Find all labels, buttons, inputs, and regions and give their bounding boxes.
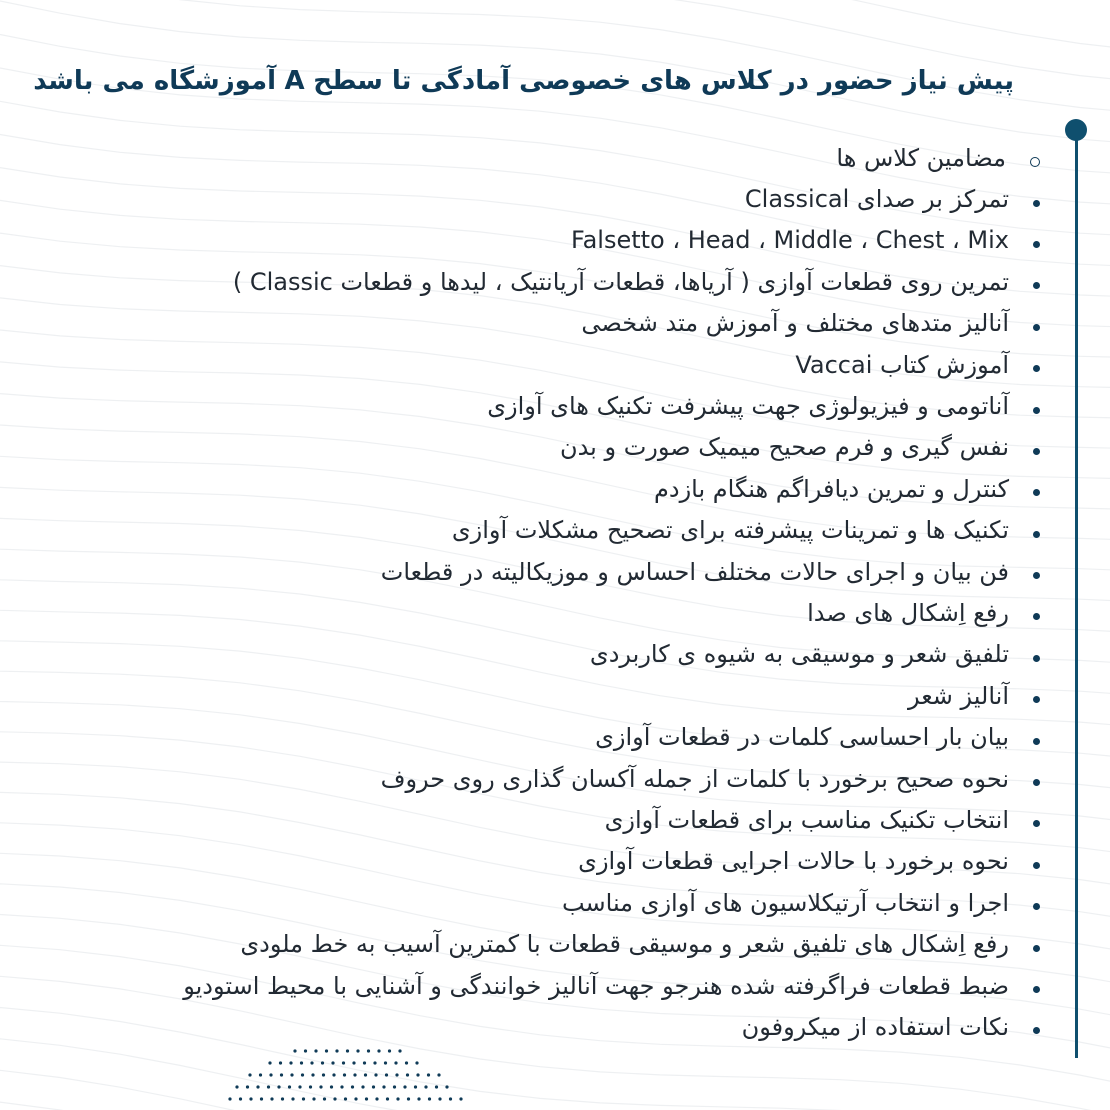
bullet-icon [1033,903,1040,910]
list-item-text: بیان بار احساسی کلمات در قطعات آوازی [595,723,1009,752]
list-item [40,303,1040,344]
list-item-text: کنترل و تمرین دیافراگم هنگام بازدم [654,474,1009,503]
decorative-dot [459,1097,462,1100]
decorative-dot [228,1097,231,1100]
decorative-dot [382,1085,385,1088]
decorative-dot [403,1085,406,1088]
decorative-dot [239,1097,242,1100]
background-wave-line [0,1102,1110,1110]
list-item [40,1006,1040,1047]
decorative-dot [356,1049,359,1052]
background-wave-line [0,0,1110,50]
decorative-dot [340,1085,343,1088]
decorative-dot [344,1097,347,1100]
bullet-icon [1033,531,1040,538]
decorative-dot [332,1073,335,1076]
list-item-text: ضبط قطعات فراگرفته شده هنرجو جهت آنالیز خوانندگی و آشنایی با محیط استودیو [183,971,1009,1000]
list-item-text: نفس گیری و فرم صحیح میمیک صورت و بدن [559,433,1009,462]
list-item-text: آناتومی و فیزیولوژی جهت پیشرفت تکنیک های آوازی [487,392,1009,421]
decorative-dot [365,1097,368,1100]
decorative-dot [343,1073,346,1076]
bullet-icon [1033,448,1040,455]
decorative-dot [277,1085,280,1088]
decorative-dot [304,1049,307,1052]
bullet-icon [1033,738,1040,745]
decorative-dot [374,1073,377,1076]
decorative-dot [267,1085,270,1088]
decorative-dot [289,1061,292,1064]
bullet-icon [1033,986,1040,993]
decorative-dot [354,1097,357,1100]
list-item [40,965,1040,1006]
decorative-dot [407,1097,410,1100]
decorative-dot [335,1049,338,1052]
decorative-dot [256,1085,259,1088]
decorative-dot [395,1073,398,1076]
list-item-text: اجرا و انتخاب آرتیکلاسیون های آوازی مناسب [561,888,1009,917]
decorative-dot [268,1061,271,1064]
decorative-dot [363,1061,366,1064]
timeline-dot [1065,119,1087,141]
decorative-dot [246,1085,249,1088]
bullet-icon [1033,655,1040,662]
decorative-dot [361,1085,364,1088]
decorative-dot [353,1073,356,1076]
bullet-icon [1033,489,1040,496]
list-item [40,468,1040,509]
list-item [40,758,1040,799]
decorative-dot [405,1061,408,1064]
bullet-icon [1033,365,1040,372]
list-item-text: مضامین کلاس ها [836,143,1006,172]
bullet-icon [1033,572,1040,579]
decorative-dot [367,1049,370,1052]
timeline-line [1075,132,1078,1058]
decorative-dot [291,1097,294,1100]
list-item [40,882,1040,923]
decorative-dot [322,1073,325,1076]
decorative-dot [333,1097,336,1100]
decorative-dot [281,1097,284,1100]
decorative-dot [351,1085,354,1088]
decorative-dot [260,1097,263,1100]
bullet-icon [1033,862,1040,869]
list-item [40,551,1040,592]
list-item-text: تلفیق شعر و موسیقی به شیوه ی کاربردی [589,640,1009,669]
list-item-text: آنالیز متدهای مختلف و آموزش متد شخصی [581,309,1009,338]
decorative-dot [414,1085,417,1088]
decorative-dot [424,1085,427,1088]
list-item [40,841,1040,882]
bullet-icon [1033,820,1040,827]
list-item-text: نحوه صحیح برخورد با کلمات از جمله آکسان گذاری روی حروف [380,764,1009,793]
bullet-icon [1033,779,1040,786]
list-item [40,137,1040,178]
list-item [40,261,1040,302]
list-item [40,427,1040,468]
decorative-dot [394,1061,397,1064]
decorative-dot [375,1097,378,1100]
decorative-dot [330,1085,333,1088]
decorative-dot [415,1061,418,1064]
decorative-dot [259,1073,262,1076]
decorative-dot [302,1097,305,1100]
bullet-icon [1033,945,1040,952]
bullet-icon [1033,696,1040,703]
decorative-dot [449,1097,452,1100]
decorative-dot [279,1061,282,1064]
list-item-text: نکات استفاده از میکروفون [741,1012,1009,1041]
decorative-dot [290,1073,293,1076]
list-item [40,510,1040,551]
page-title: پیش نیاز حضور در کلاس های خصوصی آمادگی تا سطح A آموزشگاه می باشد [33,66,1014,96]
bullet-icon [1033,241,1040,248]
list-item [40,634,1040,675]
decorative-dot [235,1085,238,1088]
decorative-dot [352,1061,355,1064]
decorative-dot [417,1097,420,1100]
hollow-bullet-icon [1030,157,1040,167]
list-item-text: انتخاب تکنیک مناسب برای قطعات آوازی [604,805,1009,834]
decorative-dot [301,1073,304,1076]
decorative-dot [396,1097,399,1100]
decorative-dot [298,1085,301,1088]
list-item-text: تمرکز بر صدای Classical [744,185,1009,214]
list-item-text: Falsetto ، Head ، Middle ، Chest ، Mix [570,226,1009,255]
list-item-text: رفع اِشکال های تلفیق شعر و موسیقی قطعات با کمترین آسیب به خط ملودی [240,930,1009,959]
list-item [40,675,1040,716]
bullet-icon [1033,1027,1040,1034]
decorative-dot [437,1073,440,1076]
list-item-text: آموزش کتاب Vaccai [795,350,1009,379]
list-item-text: آنالیز شعر [907,681,1009,710]
topics-list [40,137,1040,1048]
decorative-dot [393,1085,396,1088]
decorative-dot [445,1085,448,1088]
background-wave-line [0,1070,1110,1110]
list-item-text: نحوه برخورد با حالات اجرایی قطعات آوازی [578,847,1009,876]
decorative-dot [427,1073,430,1076]
list-item [40,344,1040,385]
decorative-dot [310,1061,313,1064]
decorative-dot [325,1049,328,1052]
decorative-dot [364,1073,367,1076]
decorative-dot [300,1061,303,1064]
decorative-dot [314,1049,317,1052]
decorative-dot [388,1049,391,1052]
decorative-dot [342,1061,345,1064]
list-item-text: تمرین روی قطعات آوازی ( آریاها، قطعات آریانتیک ، لیدها و قطعات Classic ) [232,267,1009,296]
decorative-dot [384,1061,387,1064]
decorative-dot [312,1097,315,1100]
bullet-icon [1033,282,1040,289]
decorative-dot [280,1073,283,1076]
decorative-dot [346,1049,349,1052]
decorative-dot [309,1085,312,1088]
decorative-dot [438,1097,441,1100]
decorative-dot [269,1073,272,1076]
decorative-dot [416,1073,419,1076]
decorative-dot [321,1061,324,1064]
decorative-dot [288,1085,291,1088]
decorative-dot [293,1049,296,1052]
list-item [40,178,1040,219]
decorative-dot [270,1097,273,1100]
decorative-dot [428,1097,431,1100]
decorative-dot [311,1073,314,1076]
list-item [40,923,1040,964]
decorative-dot [377,1049,380,1052]
decorative-dot [406,1073,409,1076]
bullet-icon [1033,407,1040,414]
decorative-dot [386,1097,389,1100]
decorative-dot [249,1097,252,1100]
decorative-dot [373,1061,376,1064]
decorative-dot-grid [225,1045,475,1105]
bullet-icon [1033,324,1040,331]
decorative-dot [385,1073,388,1076]
list-item [40,220,1040,261]
decorative-dot [398,1049,401,1052]
decorative-dot [323,1097,326,1100]
decorative-dot [248,1073,251,1076]
list-item-text: تکنیک ها و تمرینات پیشرفته برای تصحیح مشکلات آوازی [451,516,1009,545]
decorative-dot [319,1085,322,1088]
decorative-dot [435,1085,438,1088]
list-item [40,799,1040,840]
bullet-icon [1033,200,1040,207]
list-item-text: فن بیان و اجرای حالات مختلف احساس و موزیکالیته در قطعات [380,557,1009,586]
decorative-dot [331,1061,334,1064]
list-item [40,592,1040,633]
list-item [40,385,1040,426]
decorative-dot [372,1085,375,1088]
list-item [40,716,1040,757]
bullet-icon [1033,613,1040,620]
list-item-text: رفع اِشکال های صدا [807,598,1009,627]
